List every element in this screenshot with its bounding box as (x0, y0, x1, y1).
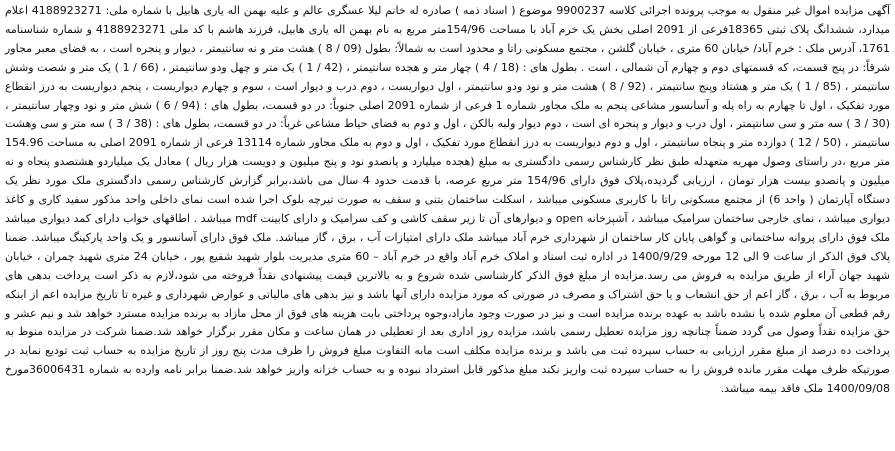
auction-notice-text: آگهی مزایده اموال غیر منقول به موجب پرونده اجرائی کلاسه 9900237 موضوع ( اسناد ذمه ) صادره له خانم لیلا عسگری عالم و علیه بهمن اله یاری هابیل با شماره ملی: 4188923271 اعلام میدارد، ششدانگ پلاک ثبتی 18365فرعی از 2091 اصلی بخش یک خرم آباد با مساحت 154/96متر مربع به نام بهمن اله یاری هابیل، فرزند هاشم با کد ملی 4188923271 و شماره شناسنامه 1761، آدرس ملک : خرم آباد/ خیابان 60 متری ، خیابان گلشن ، مجتمع مسکونی راتا و محدود است به شمالاً: بطول (09 / 8 ) هشت متر و نه سانتیمتر ، دیوار و پنجره است ، به فضای معبر مجاور شرقاً: در پنج قسمت، که قسمتهای دوم و چهارم آن شمالی ، است . بطول های : (18 / 4 ) چهار متر و هجده سانتیمتر ، (42 / 1 ) یک متر و چهل ودو سانتیمتر ، (66 / 1 ) یک متر و شصت وشش سانتیمتر ، (85 / 1 ) یک متر و هشتاد وپنج سانتیمتر ، (92 / 8 ) هشت متر و نود ودو سانتیمتر ، اول دیواریست ، دوم درب و دیوار است ، سوم و چهارم دیواریست ، پنجم دیواریست به درز انقطاع مورد تفکیک ، اول تا چهارم به راه پله و آسانسور مشاعی پنجم به ملک مجاور شماره 1 فرعی از شماره 2091 اصلی جنوباً: در دو قسمت، بطول های : (94 / 6 ) شش متر و نود وچهار سانتیمتر ، (30 / 3 ) سه متر و سی سانتیمتر ، اول درب و دیوار و پنجره ای است ، دوم دیوار ولبه بالکن ، اول و دوم به فضای حیاط مشاعی غرباً: در دو قسمت، بطول های : (38 / 3 ) سه متر و سی وهشت سانتیمتر ، (50 / 12 ) دوازده متر و پنجاه سانتیمتر ، اول و دوم دیواریست به درز انقطاع مورد تفکیک ، اول و دوم به ملک مجاور شماره 13114 فرعی از شماره 2091 اصلی به مساحت 154.96 متر مربع ،در راستای وصول مهریه متعهدله طبق نظر کارشناس رسمی دادگستری به مبلغ (هجده میلیارد و پانصدو نود و پنج میلیون و دویست هزار ریال ) معادل یک میلیاردو هشتصدو پنجاه و نه میلیون و پانصدو بیست هزار تومان ، ارزیابی گردیده،پلاک فوق دارای 154/96 متر مربع عرصه، با قدمت حدود 4 سال می باشد،برابر گزارش کارشناس رسمی دادگستری ملک مورد نظر یک دستگاه آپارتمان ( واحد 6) از مجتمع مسکونی راتا با کاربری مسکونی میباشد ، اسکلت ساختمان بتنی و سقف به صورت تیرچه بلوک اجرا شده است نمای داخلی واحد مذکور سفید کاری و کاغذ دیواری میباشد ، نمای خارجی ساختمان سرامیک میباشد ، آشپزخانه open و دیوارهای آن تا زیر سقف کاشی و کف سرامیک و دارای کابینت mdf میباشد . اطاقهای خواب دارای کمد دیواری میباشد ملک فوق دارای پروانه ساختمانی و گواهی پایان کار ساختمان از شهرداری خرم آباد میباشد ملک دارای امتیازات آب ، برق ، گاز میباشد. ملک فوق دارای آسانسور و یک واحد پارکینگ میباشد. ضمنا پلاک فوق الذکر از ساعت 9 الی 12 مورخه 1400/9/29 در اداره ثبت اسناد و املاک خرم آباد واقع در خرم آباد – 60 متری مدیریت بلوار شهید شفیع پور ، خیابان 24 متری شهید چمران ، خیابان شهید جهان آراء از طریق مزایده به فروش می رسد.مزایده از مبلغ فوق الذکر کارشناسی شده شروع و به بالاترین قیمت پیشنهادی نقداً فروخته می شود،لازم به ذکر است پرداخت بدهی های مربوط به آب ، برق ، گاز اعم از حق انشعاب و یا حق اشتراک و مصرف در صورتی که مورد مزایده دارای آنها باشد و نیز بدهی های مالیاتی و عوارض شهرداری و غیره تا تاریخ مزایده اعم از اینکه رقم قطعی آن معلوم شده یا نشده باشد به عهده برنده مزایده است و نیز در صورت وجود مازاد،وجوه پرداختی بابت هزینه های فوق از محل مازاد به برنده مزایده مسترد خواهد شد و نیم عشر و حق مزایده نقداً وصول می گردد ضمناً چنانچه روز مزایده تعطیل رسمی باشد، مزایده روز اداری بعد از تعطیلی در همان ساعت و مکان مقرر برگزار خواهد شد.ضمنا شرکت در مزایده منوط به پرداخت ده درصد از مبلغ مقرر ارزیابی به حساب سپرده ثبت می باشد و برنده مزایده مکلف است مابه التفاوت مبلغ فروش را ظرف مدت پنج روز از تاریخ مزایده به حساب ثبت تودیع نماید در صورتیکه ظرف مهلت مقرر مانده فروش را به حساب سپرده ثبت واریز نکند مبلغ مذکور قابل استرداد نبوده و به حساب خزانه واریز خواهد شد.ضمنا برابر نامه وارده به شماره 36006431مورخ 1400/09/08 ملک فاقد بیمه میباشد. (5, 4, 891, 396)
